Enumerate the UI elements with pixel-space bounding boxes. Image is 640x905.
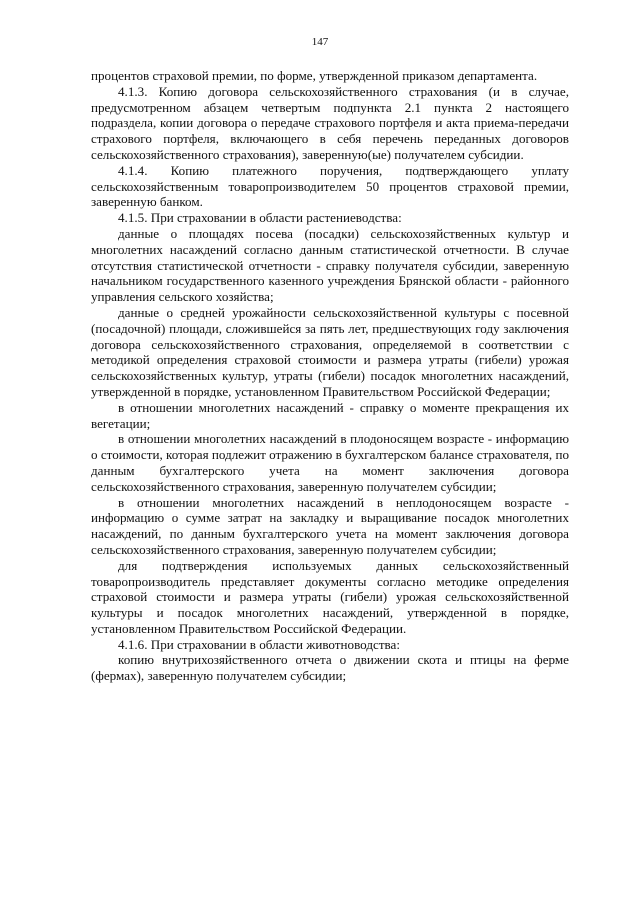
paragraph-4-1-6-heading: 4.1.6. При страховании в области животноводства: <box>118 636 400 652</box>
paragraph-perennial-vegetation: в отношении многолетних насаждений - справку о моменте прекращения их вегетации; <box>91 399 569 431</box>
paragraph-fruiting-age: в отношении многолетних насаждений в плодоносящем возрасте - информацию о стоимости, которая подлежит отражению в бухгалтерском балансе страхователя, по данным бухгалтерского учета на момент заключения договора сельскохозяйственного страхования, заверенную получателем субсидии; <box>91 431 569 494</box>
paragraph-average-yield-data: данные о средней урожайности сельскохозяйственной культуры с посевной (посадочной) площади, сложившейся за пять лет, предшествующих году заключения договора сельскохозяйственного страхования, определяемой в соответствии с методикой определения страховой стоимости и размера утраты (гибели) урожая сельскохозяйственных культур, утраты (гибели) посадок многолетних насаждений, утвержденной в порядке, установленном Правительством Российской Федерации; <box>91 304 569 399</box>
document-body <box>91 68 569 684</box>
paragraph-4-1-5-heading: 4.1.5. При страховании в области растениеводства: <box>118 210 402 226</box>
paragraph-crop-area-data: данные о площадях посева (посадки) сельскохозяйственных культур и многолетних насаждений согласно данным статистической отчетности. В случае отсутствия статистической отчетности - справку получателя субсидии, заверенную начальником государственного казенного учреждения Брянской области - районного управления сельского хозяйства; <box>91 225 569 305</box>
paragraph-supporting-documents: для подтверждения используемых данных сельскохозяйственный товаропроизводитель представляет документы согласно методике определения страховой стоимости и размера утраты (гибели) урожая сельскохозяйственной культуры и посадок многолетних насаждений, утвержденной в порядке, установленном Правительством Российской Федерации. <box>91 557 569 636</box>
page-number: 147 <box>311 36 329 48</box>
paragraph-4-1-3: 4.1.3. Копию договора сельскохозяйственного страхования (и в случае, предусмотренном абзацем четвертым подпункта 2.1 пункта 2 настоящего подраздела, копии договора о передаче страхового портфеля и акта приема-передачи страхового портфеля, включающего в себя перечень переданных договоров сельскохозяйственного страхования), заверенную(ые) получателем субсидии. <box>91 83 569 162</box>
paragraph-non-fruiting-age: в отношении многолетних насаждений в неплодоносящем возрасте - информацию о сумме затрат на закладку и выращивание посадок многолетних насаждений, по данным бухгалтерского учета на момент заключения договора сельскохозяйственного страхования, заверенную получателем субсидии; <box>91 494 569 557</box>
paragraph-livestock-report: копию внутрихозяйственного отчета о движении скота и птицы на ферме (фермах), заверенную получателем субсидии; <box>91 652 569 684</box>
paragraph-premium-form-continuation: процентов страховой премии, по форме, утвержденной приказом департамента. <box>91 68 538 83</box>
paragraph-4-1-4: 4.1.4. Копию платежного поручения, подтверждающего уплату сельскохозяйственным товаропроизводителем 50 процентов страховой премии, заверенную банком. <box>91 162 569 210</box>
